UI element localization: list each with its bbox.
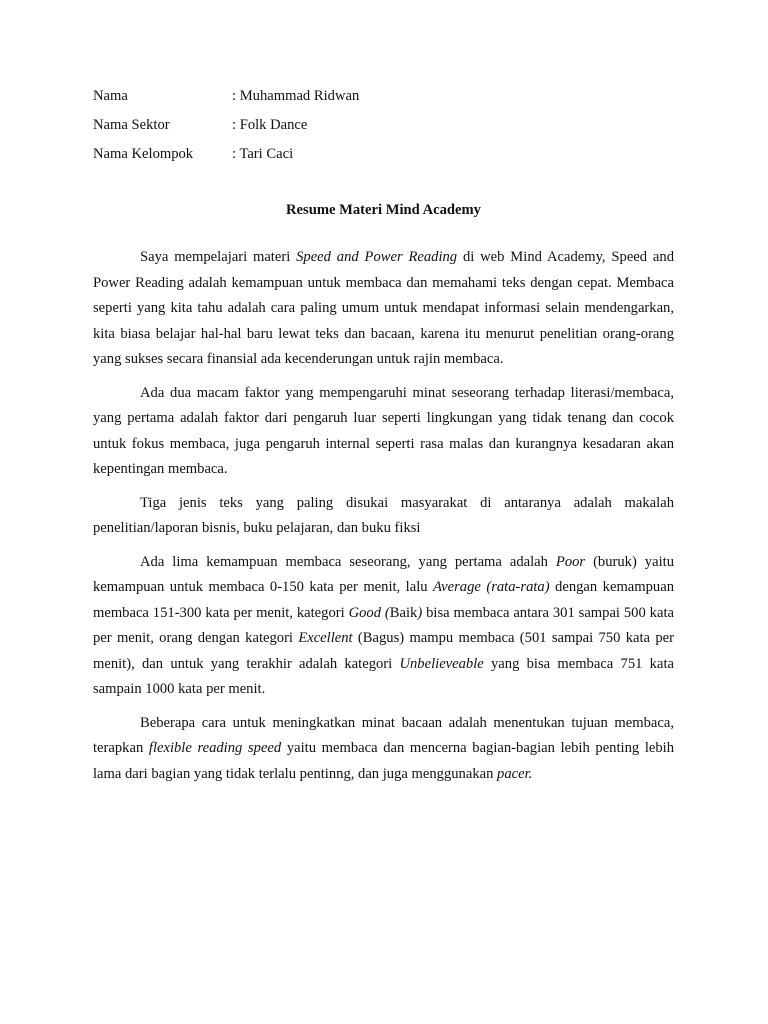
info-value: : Muhammad Ridwan <box>232 88 360 104</box>
info-label: Nama <box>93 88 128 104</box>
info-value: : Folk Dance <box>232 117 308 133</box>
italic-text-run: Poor <box>555 553 586 570</box>
text-run: (buruk) yaitu kemampuan untuk membaca 0-150 kata per menit, lalu <box>93 553 674 595</box>
info-row-name <box>93 84 674 113</box>
italic-text-run: ) <box>417 604 423 621</box>
italic-text-run: Excellent <box>298 630 353 646</box>
italic-text-run: Good ( <box>348 604 390 621</box>
italic-text-run: pacer. <box>497 765 533 782</box>
document-page <box>93 84 674 795</box>
info-label: Nama Sektor <box>93 117 170 133</box>
paragraph <box>93 550 674 703</box>
text-run: Ada dua macam faktor yang mempengaruhi minat seseorang terhadap literasi/membaca, yang pertama adalah faktor dari pengaruh luar seperti lingkungan yang tidak tenang dan cocok untuk fokus membaca, juga pengaruh internal seperti rasa malas dan kurangnya kesadaran akan kepentingan membaca. <box>93 384 674 477</box>
text-run: Saya mempelajari materi <box>140 249 297 265</box>
italic-text-run: flexible reading speed <box>148 740 282 756</box>
info-row-sector <box>93 113 674 142</box>
paragraph <box>93 491 674 542</box>
text-run: dengan kemampuan membaca 151-300 kata per menit, kategori <box>93 579 674 621</box>
info-value: : Tari Caci <box>232 146 294 162</box>
text-run: (Bagus) mampu membaca (501 sampai 750 kata per menit), dan untuk yang terakhir adalah kategori <box>93 630 674 672</box>
paragraph <box>93 381 674 483</box>
info-row-group <box>93 142 674 171</box>
document-body <box>93 245 674 787</box>
text-run: Ada lima kemampuan membaca seseorang, yang pertama adalah <box>140 553 556 570</box>
italic-text-run: Speed and Power Reading <box>296 249 458 265</box>
italic-text-run: Average (rata-rata) <box>433 579 550 595</box>
text-run: yaitu membaca dan mencerna bagian-bagian lebih penting lebih lama dari bagian yang tidak terlalu pentinng, dan juga menggunakan <box>93 740 674 782</box>
text-run: Beberapa cara untuk meningkatkan minat bacaan adalah menentukan tujuan membaca, terapkan <box>93 714 674 756</box>
text-run: yang bisa membaca 751 kata sampain 1000 kata per menit. <box>93 655 674 697</box>
text-run: Baik <box>389 604 418 621</box>
text-run: bisa membaca antara 301 sampai 500 kata per menit, orang dengan kategori <box>93 604 674 646</box>
paragraph <box>93 711 674 788</box>
text-run: Tiga jenis teks yang paling disukai masyarakat di antaranya adalah makalah penelitian/laporan bisnis, buku pelajaran, dan buku fiksi <box>93 494 674 536</box>
text-run: di web Mind Academy, Speed and Power Reading adalah kemampuan untuk membaca dan memahami teks dengan cepat. Membaca seperti yang kita tahu adalah cara paling umum untuk mendapat informasi selain mendengarkan, kita biasa belajar hal-hal baru lewat teks dan bacaan, karena itu menurut penelitian orang-orang yang sukses secara finansial ada kecenderungan untuk rajin membaca. <box>93 249 674 367</box>
info-label: Nama Kelompok <box>93 146 194 162</box>
italic-text-run: Unbelieveable <box>399 655 484 672</box>
paragraph <box>93 245 674 373</box>
document-title: Resume Materi Mind Academy <box>286 202 481 218</box>
identity-block <box>93 84 674 171</box>
